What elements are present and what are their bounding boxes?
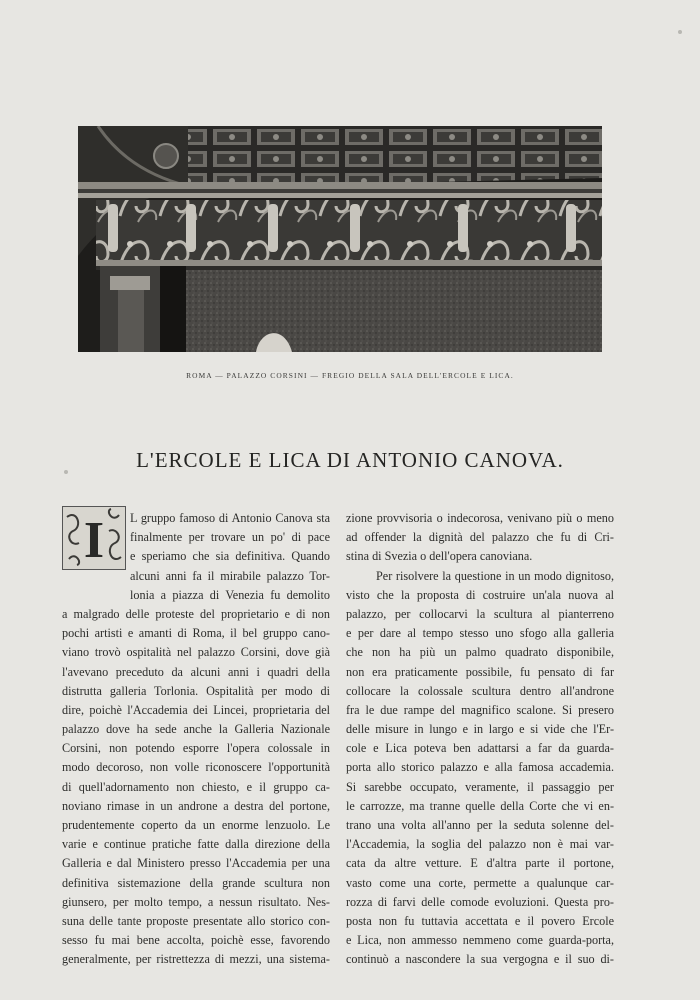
svg-text:I: I [83,512,105,569]
paragraph-line: vasto come una corte, permette a qualunque car- [346,875,614,890]
paragraph-line: palazzo dove ha sede anche la Galleria Nazionale [62,722,330,737]
paragraph-line: cole e Lica poteva ben adattarsi a far da guarda- [346,741,614,756]
paragraph-line: porta allo storico palazzo e alla famosa accademia. [346,760,614,775]
paragraph-line: L gruppo famoso di Antonio Canova sta [130,511,330,525]
text-column-left [62,509,330,970]
paragraph-line: trano una volta all'anno per la seduta solenne del- [346,818,614,832]
paragraph-line: stina di Svezia o dell'opera canoviana. [346,549,533,564]
paragraph-line: cata da altre vetture. E d'altra parte il portone, [346,856,614,871]
paragraph-line: le carrozze, ma tranne quelle della Corte che vi en- [346,798,614,813]
paragraph-line: varie e continue pratiche fatte dalla direzione della [62,837,330,852]
paragraph-line: a malgrado delle proteste del proprietario e di non [62,606,330,621]
paragraph-line: Si sarebbe occupato, veramente, il passaggio per [346,779,614,794]
paper-speck [678,30,682,34]
paragraph-line: di quell'adornamento non chiesto, e il gruppo ca- [62,779,330,794]
frieze-photograph [78,126,602,352]
paragraph-line: finalmente per trovare un po' di pace [130,530,330,545]
paragraph-line: delle misure in lungo e in largo e si vide che l'Er- [346,722,614,737]
photo-caption: ROMA — PALAZZO CORSINI — FREGIO DELLA SALA DELL'ERCOLE E LICA. [186,371,514,380]
paragraph-line: giunsero, per molto tempo, a nessun risultato. Nes- [62,894,330,909]
paragraph-line: che non ha più un palmo quadrato disponibile, [346,645,614,660]
paragraph-line: prudentemente coperto da un enorme lenzuolo. Le [62,818,330,832]
paragraph-line: l'Accademia, la soglia del palazzo non è mai var- [346,837,614,852]
frieze-photo-illustration [78,126,602,352]
paragraph-line: e Lica, non ammesso nemmeno come guarda-porta, [346,933,614,948]
paragraph-line: sesso fu mai bene accolta, poichè esse, favorendo [62,933,330,948]
paragraph-line: Per risolvere la questione in un modo dignitoso, [376,568,614,583]
paragraph-line: ad offender la dignità del palazzo che fu di Cri- [346,530,614,545]
paragraph-line: viano trovò ospitalità nel palazzo Corsini, dove già [62,645,330,660]
paragraph-line: noviano rimase in un androne a destra del portone, [62,798,330,813]
paragraph-line: suna delle tante proposte presentate allo storico con- [62,913,330,928]
paragraph-line: posta non fu tuttavia accettata e il povero Ercole [346,913,614,928]
paragraph-line: lonia a piazza di Venezia fu demolito [130,587,330,602]
paragraph-line: continuò a nascondere la sua vergogna e il suo di- [346,952,614,967]
paragraph-line: fra le due rampe del magnifico scalone. Si presero [346,702,614,717]
paragraph-line: palazzo, per collocarvi la scultura al pianterreno [346,606,614,621]
paragraph-line: l'avevano preceduto da alcuni anni i quadri della [62,664,330,679]
paragraph-line: collocare la colossale scultura dentro all'androne [346,683,614,698]
paragraph-line: e per dare al tempo stesso uno sfogo alla galleria [346,626,614,641]
paragraph-line: modo decoroso, non volle riconoscere l'opportunità [62,760,330,775]
paragraph-line: distrutta galleria Torlonia. Ospitalità per modo di [62,683,330,698]
paragraph-line: alcuni anni fa il mirabile palazzo Tor- [130,568,330,583]
paragraph-line: rozza di farvi delle comode evoluzioni. Questa pro- [346,894,614,909]
paragraph-line: Corsini, non potendo esporre l'opera colossale in [62,741,330,756]
paragraph-line: e speriamo che sia definitiva. Quando [130,549,330,564]
article-title: L'ERCOLE E LICA DI ANTONIO CANOVA. [136,448,564,472]
paragraph-line: generalmente, per ristrettezza di mezzi, una sistema- [62,952,330,967]
paragraph-line: definitiva sistemazione della grande scultura non [62,875,330,890]
paragraph-line: Galleria e dal Ministero presso l'Accademia per una [62,856,330,871]
paragraph-line: pochi artisti e amanti di Roma, il bel gruppo cano- [62,626,330,641]
paragraph-line: non era praticamente possibile, fu pensato di far [346,664,614,679]
text-column-right [346,509,614,970]
paragraph-line: zione provvisoria o indecorosa, venivano più o meno [346,511,614,525]
paragraph-line: visto che la proposta di costruire un'ala nuova al [346,587,614,602]
paragraph-line: dire, poichè l'Accademia dei Lincei, proprietaria del [62,702,330,717]
paper-speck [64,470,68,474]
